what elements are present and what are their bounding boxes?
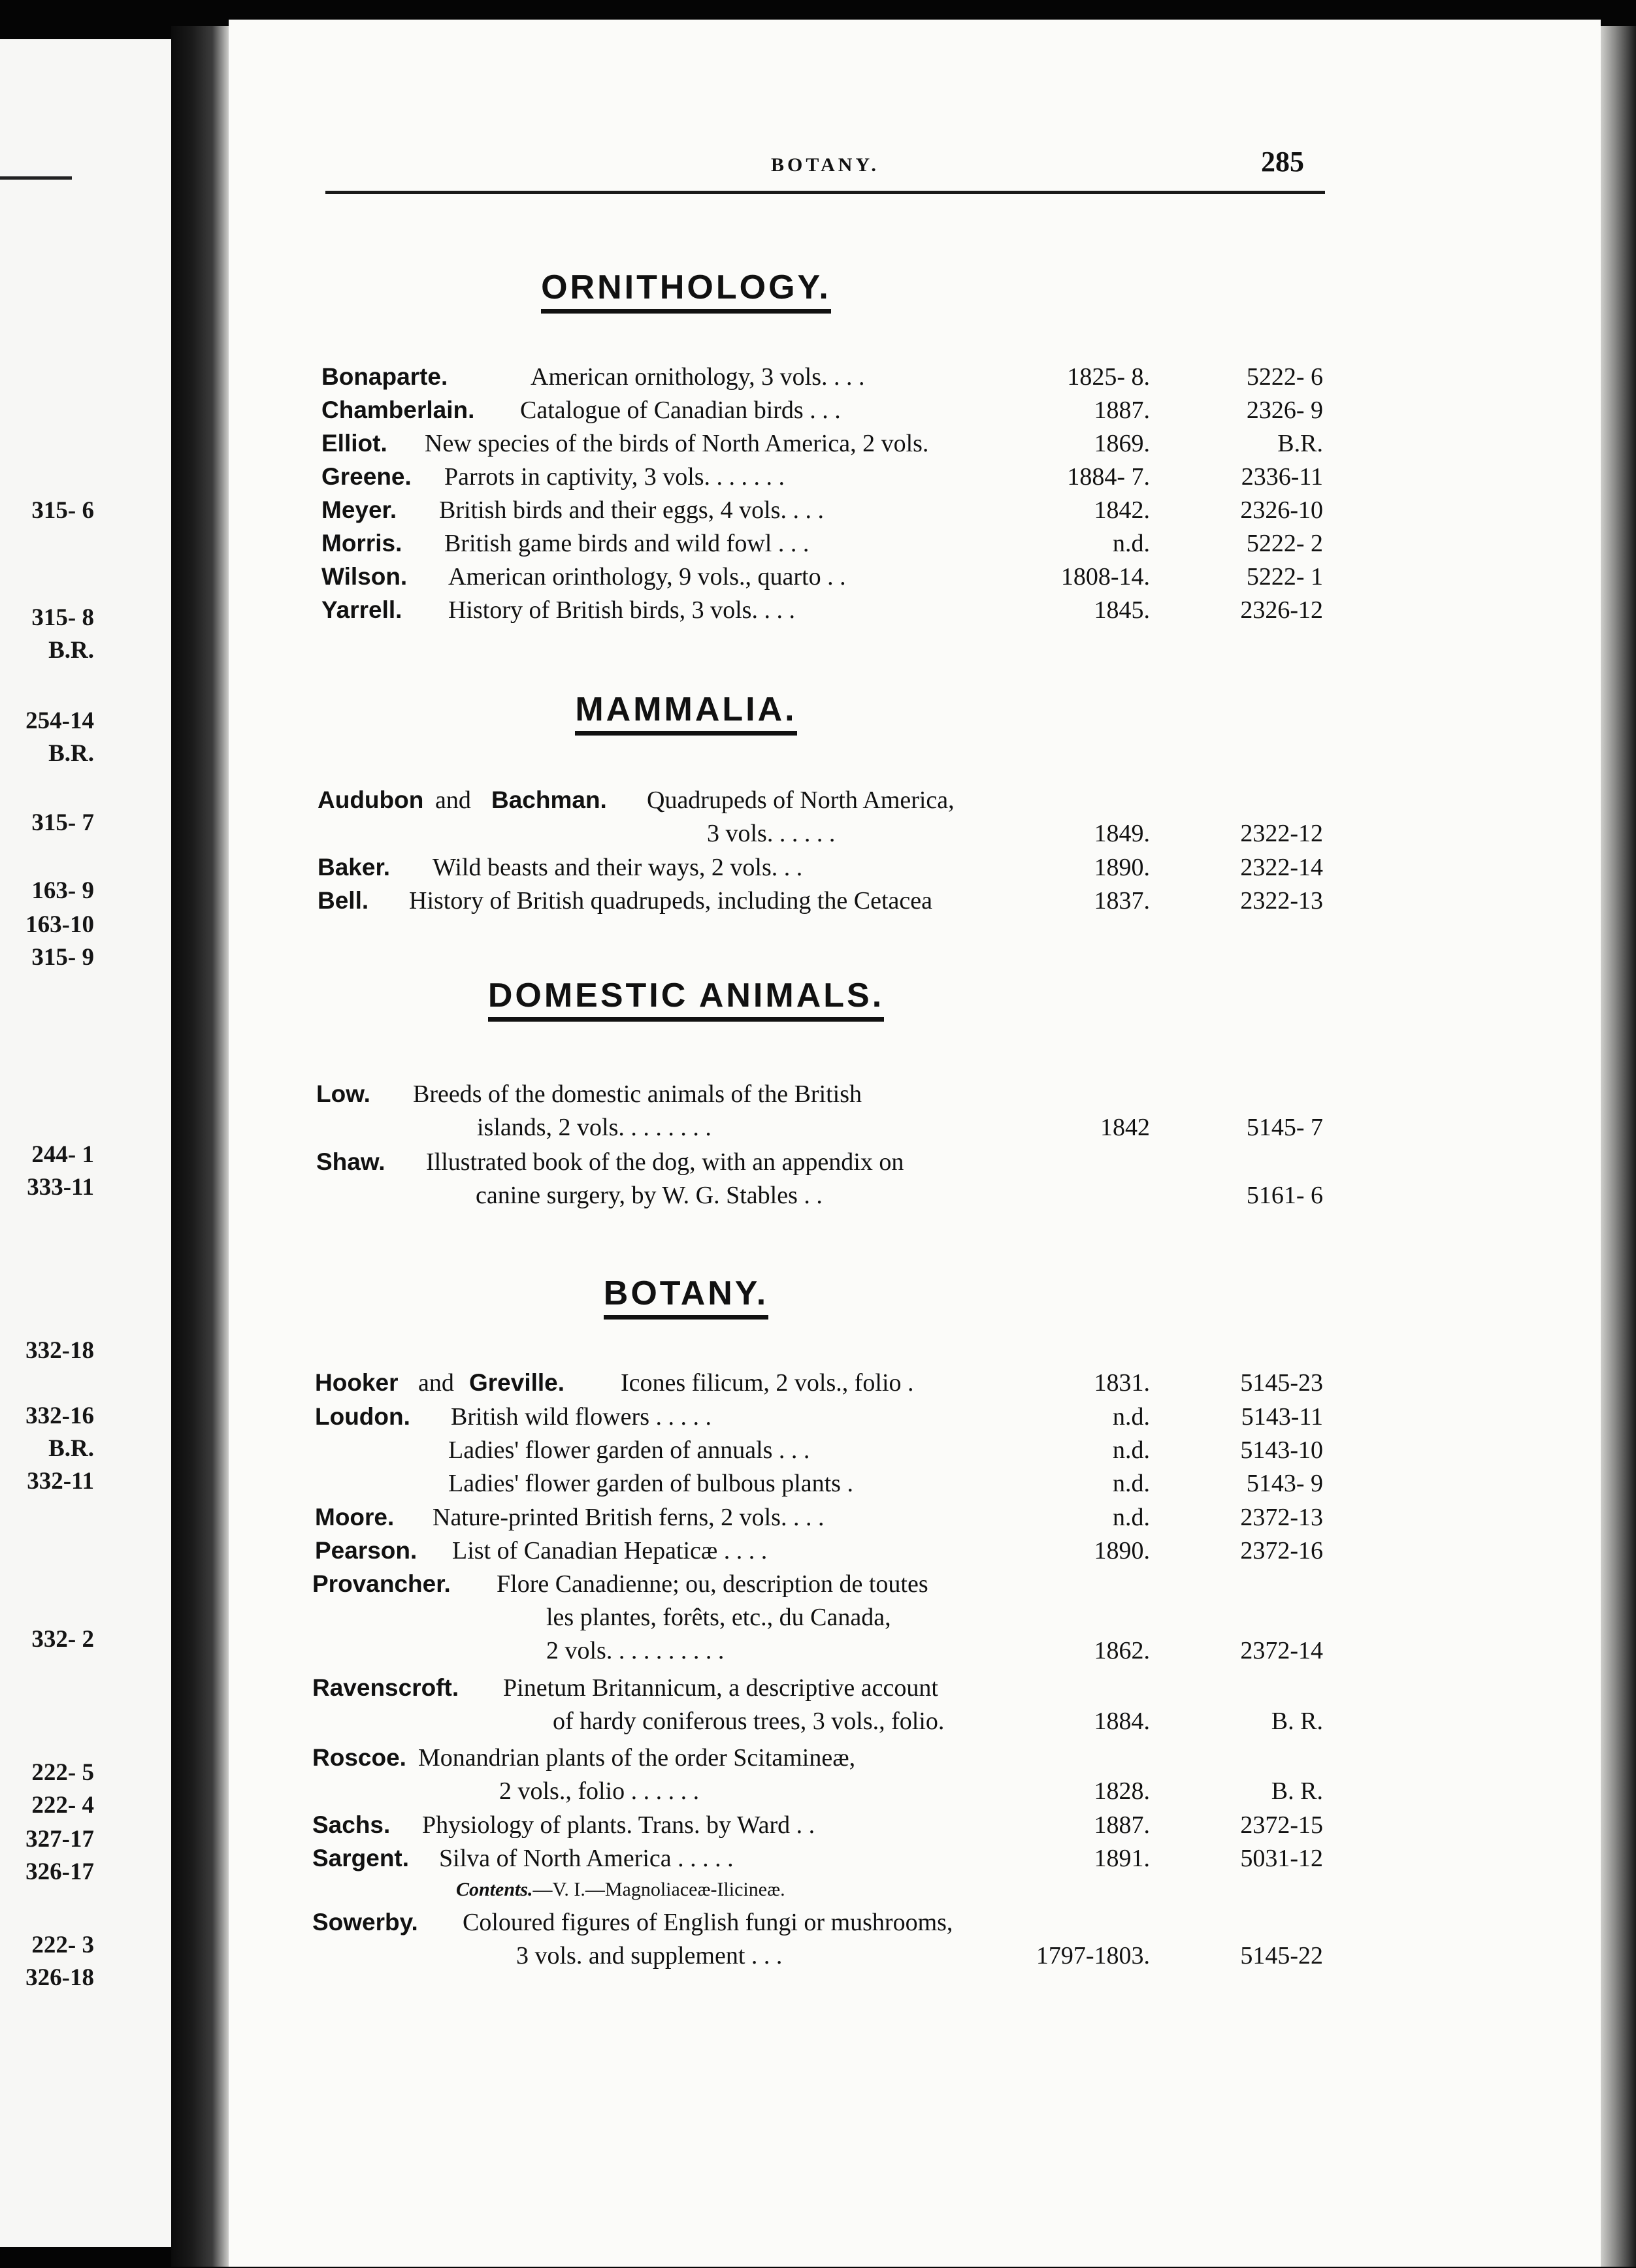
catalogue-entry — [0, 1905, 1636, 1940]
catalogue-entry: Pearson. List of Canadian Hepaticæ . . . . 1890. 2372-16 — [0, 1533, 1636, 1568]
catalogue-entry-continued — [0, 1600, 1636, 1635]
entry-title: Nature-printed British ferns, 2 vols. . . . — [433, 1504, 825, 1531]
entry-title-continued: of hardy coniferous trees, 3 vols., folio. — [553, 1708, 945, 1735]
entry-title: History of British birds, 3 vols. . . . — [448, 596, 795, 624]
facing-shelf-mark: 332-16 — [25, 1402, 94, 1429]
catalogue-entry — [0, 1740, 1636, 1775]
entry-author: Provancher. — [312, 1570, 451, 1597]
catalogue-entry-continued: 3 vols. . . . . . 1849. 2322-12 — [0, 816, 1636, 851]
entry-title-continued: 2 vols., folio . . . . . . — [499, 1777, 700, 1805]
entry-title: Catalogue of Canadian birds . . . — [520, 397, 841, 424]
section-title-mammalia: MAMMALIA. — [320, 690, 1052, 729]
facing-shelf-mark: B.R. — [48, 1435, 94, 1462]
entry-second-author: Greville. — [469, 1369, 565, 1396]
facing-page-rule — [0, 176, 72, 180]
section-title-domestic-animals: DOMESTIC ANIMALS. — [320, 976, 1052, 1015]
entry-author: Meyer. — [321, 496, 397, 523]
entry-title: Monandrian plants of the order Scitamineæ, — [418, 1744, 856, 1772]
entry-title: Parrots in captivity, 3 vols. . . . . . . — [444, 463, 785, 491]
entry-author: Bell. — [318, 887, 369, 914]
facing-shelf-mark: 222- 3 — [31, 1932, 94, 1958]
entry-title: British birds and their eggs, 4 vols. . . . — [439, 496, 824, 524]
entry-title-continued: islands, 2 vols. . . . . . . . — [477, 1114, 712, 1141]
facing-shelf-mark: 315- 8 — [31, 604, 94, 631]
header-rule — [325, 191, 1325, 194]
entry-author: Low. — [316, 1080, 370, 1107]
entry-author: Elliot. — [321, 430, 387, 457]
entry-author: Roscoe. — [312, 1744, 406, 1771]
catalogue-entry — [0, 1077, 1636, 1112]
entry-title: Silva of North America . . . . . — [439, 1845, 734, 1872]
section-title-botany: BOTANY. — [320, 1274, 1052, 1313]
entry-title: Coloured figures of English fungi or mushrooms, — [463, 1909, 953, 1936]
entry-title: British game birds and wild fowl . . . — [444, 530, 810, 557]
facing-shelf-mark: 163- 9 — [31, 877, 94, 904]
catalogue-entry — [0, 1670, 1636, 1706]
facing-shelf-mark: 332-11 — [27, 1468, 94, 1495]
entry-connector: and — [435, 786, 471, 814]
facing-shelf-mark: 326-18 — [25, 1964, 94, 1991]
facing-shelf-mark: 327-17 — [25, 1826, 94, 1853]
entry-title: Wild beasts and their ways, 2 vols. . . — [433, 854, 803, 881]
facing-shelf-mark: 332-18 — [25, 1337, 94, 1364]
entry-connector: and — [418, 1369, 454, 1397]
catalogue-entry: Greene. Parrots in captivity, 3 vols. . . . . . . 1884- 7. 2336-11 — [0, 459, 1636, 494]
catalogue-entry: Meyer. British birds and their eggs, 4 vols. . . . 1842. 2326-10 — [0, 493, 1636, 528]
contents-note — [456, 1879, 785, 1901]
page-number: 285 — [1261, 146, 1304, 178]
entry-title: Physiology of plants. Trans. by Ward . . — [422, 1811, 815, 1839]
catalogue-entry-continued: islands, 2 vols. . . . . . . . 1842 5145- 7 — [0, 1110, 1636, 1145]
facing-shelf-mark: 326-17 — [25, 1858, 94, 1885]
entry-title-continued: les plantes, forêts, etc., du Canada, — [546, 1604, 891, 1631]
catalogue-entry-continued: 3 vols. and supplement . . . 1797-1803. 5145-22 — [0, 1938, 1636, 1973]
facing-shelf-mark: 222- 5 — [31, 1759, 94, 1786]
catalogue-entry: Moore. Nature-printed British ferns, 2 vols. . . . n.d. 2372-13 — [0, 1500, 1636, 1535]
catalogue-entry: Baker. Wild beasts and their ways, 2 vols. . . 1890. 2322-14 — [0, 850, 1636, 885]
entry-author: Wilson. — [321, 563, 408, 590]
catalogue-entry: Loudon. British wild flowers . . . . . n.d. 5143-11 — [0, 1399, 1636, 1434]
entry-title: History of British quadrupeds, including the Cetacea — [409, 887, 932, 915]
facing-shelf-mark: 315- 9 — [31, 944, 94, 971]
entry-title: Breeds of the domestic animals of the British — [413, 1080, 862, 1108]
entry-author: Ravenscroft. — [312, 1674, 459, 1701]
entry-author: Bonaparte. — [321, 363, 448, 390]
entry-author: Yarrell. — [321, 596, 402, 623]
entry-author: Morris. — [321, 530, 402, 557]
entry-author: Shaw. — [316, 1148, 385, 1175]
facing-shelf-mark: B.R. — [48, 740, 94, 767]
entry-title-continued: 3 vols. and supplement . . . — [516, 1942, 783, 1969]
catalogue-entry: Bell. History of British quadrupeds, including the Cetacea 1837. 2322-13 — [0, 883, 1636, 918]
entry-title: American ornithology, 3 vols. . . . — [531, 363, 865, 391]
entry-author: Baker. — [318, 854, 391, 881]
catalogue-entry: Bonaparte. American ornithology, 3 vols. . . . 1825- 8. 5222- 6 — [0, 359, 1636, 395]
entry-author: Greene. — [321, 463, 412, 490]
catalogue-entry: Ladies' flower garden of annuals . . . n.d. 5143-10 — [0, 1433, 1636, 1468]
facing-shelf-mark: 163-10 — [25, 911, 94, 938]
entry-author: Sargent. — [312, 1845, 410, 1871]
entry-author: Loudon. — [315, 1403, 410, 1430]
facing-shelf-mark: 222- 4 — [31, 1792, 94, 1819]
entry-title: American orinthology, 9 vols., quarto . . — [448, 563, 846, 591]
entry-author: Moore. — [315, 1504, 395, 1531]
entry-author: Pearson. — [315, 1537, 417, 1564]
entry-author: Hooker — [315, 1369, 399, 1396]
catalogue-entry: Morris. British game birds and wild fowl . . . n.d. 5222- 2 — [0, 526, 1636, 561]
entry-second-author: Bachman. — [491, 786, 607, 813]
running-head: BOTANY. — [771, 154, 879, 176]
catalogue-entry: Wilson. American orinthology, 9 vols., quarto . . 1808-14. 5222- 1 — [0, 559, 1636, 594]
entry-title: Flore Canadienne; ou, description de toutes — [497, 1570, 928, 1598]
catalogue-entry-continued: canine surgery, by W. G. Stables . . 5161- 6 — [0, 1178, 1636, 1213]
section-title-ornithology: ORNITHOLOGY. — [320, 268, 1052, 307]
entry-title: Quadrupeds of North America, — [647, 786, 955, 814]
entry-title: New species of the birds of North America, 2 vols. — [425, 430, 929, 457]
catalogue-entry-continued: 2 vols., folio . . . . . . 1828. B. R. — [0, 1774, 1636, 1809]
entry-author: Sachs. — [312, 1811, 391, 1838]
entry-title: Pinetum Britannicum, a descriptive account — [503, 1674, 938, 1702]
entry-author: Sowerby. — [312, 1909, 418, 1936]
catalogue-entry: Hooker and Greville. Icones filicum, 2 vols., folio . 1831. 5145-23 — [0, 1365, 1636, 1401]
catalogue-entry-continued: of hardy coniferous trees, 3 vols., folio. 1884. B. R. — [0, 1704, 1636, 1739]
catalogue-entry — [0, 783, 1636, 818]
catalogue-entry-continued: 2 vols. . . . . . . . . . 1862. 2372-14 — [0, 1633, 1636, 1668]
catalogue-entry: Sargent. Silva of North America . . . . . 1891. 5031-12 — [0, 1841, 1636, 1876]
entry-title: Ladies' flower garden of annuals . . . — [448, 1436, 810, 1464]
catalogue-entry: Elliot. New species of the birds of North America, 2 vols. 1869. B.R. — [0, 426, 1636, 461]
facing-shelf-mark: 244- 1 — [31, 1141, 94, 1168]
entry-author: Audubon — [318, 786, 424, 813]
catalogue-entry: Yarrell. History of British birds, 3 vols. . . . 1845. 2326-12 — [0, 592, 1636, 628]
facing-shelf-mark: 332- 2 — [31, 1626, 94, 1653]
facing-shelf-mark: 333-11 — [27, 1174, 94, 1201]
contents-label: Contents. — [456, 1879, 533, 1900]
entry-title-continued: canine surgery, by W. G. Stables . . — [476, 1182, 823, 1209]
entry-author: Chamberlain. — [321, 397, 475, 423]
contents-text: —V. I.—Magnoliaceæ-Ilicineæ. — [532, 1879, 785, 1900]
entry-title: Ladies' flower garden of bulbous plants . — [448, 1470, 853, 1497]
entry-title: List of Canadian Hepaticæ . . . . — [452, 1537, 768, 1564]
entry-title: Illustrated book of the dog, with an appendix on — [426, 1148, 904, 1176]
entry-title-continued: 3 vols. . . . . . — [707, 820, 836, 847]
entry-title: British wild flowers . . . . . — [451, 1403, 712, 1431]
catalogue-entry: Sachs. Physiology of plants. Trans. by Ward . . 1887. 2372-15 — [0, 1807, 1636, 1843]
catalogue-entry: Chamberlain. Catalogue of Canadian birds . . . 1887. 2326- 9 — [0, 393, 1636, 428]
entry-title: Icones filicum, 2 vols., folio . — [621, 1369, 914, 1397]
facing-shelf-mark: 254-14 — [25, 707, 94, 734]
facing-shelf-mark: 315- 6 — [31, 497, 94, 524]
catalogue-entry — [0, 1144, 1636, 1180]
catalogue-entry: Ladies' flower garden of bulbous plants . n.d. 5143- 9 — [0, 1466, 1636, 1501]
facing-shelf-mark: B.R. — [48, 637, 94, 664]
entry-title-continued: 2 vols. . . . . . . . . . — [546, 1637, 725, 1664]
facing-shelf-mark: 315- 7 — [31, 809, 94, 836]
catalogue-entry — [0, 1566, 1636, 1602]
